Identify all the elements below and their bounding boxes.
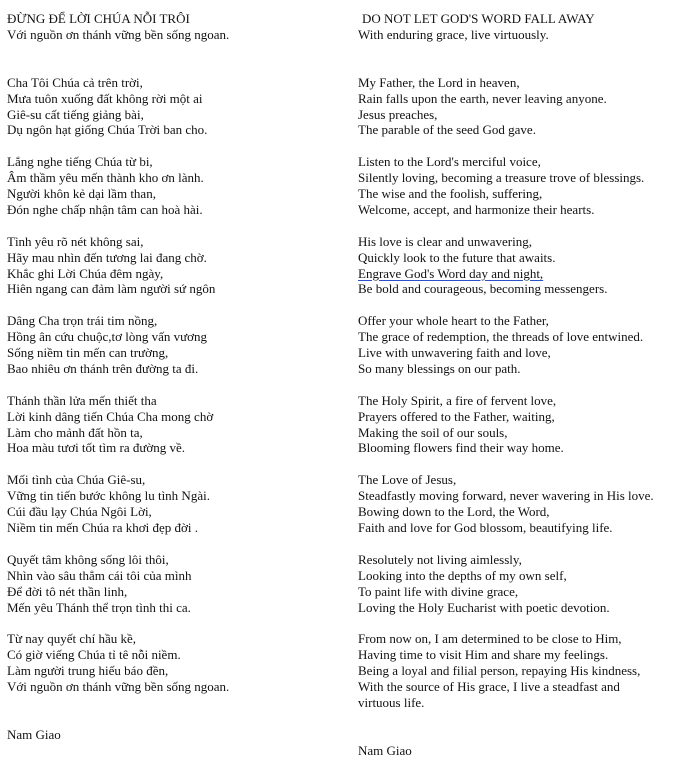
poem-subtitle-english: With enduring grace, live virtuously.	[358, 27, 549, 42]
verse-line: Lắng nghe tiếng Chúa từ bi,	[7, 154, 153, 170]
stanza-en-3	[358, 234, 676, 298]
verse-line: Bao nhiêu ơn thánh trên đường ta đi.	[7, 360, 199, 376]
verse-line: Live with unwavering faith and love,	[358, 345, 551, 361]
verse-line: The wise and the foolish, suffering,	[358, 186, 543, 202]
verse-line: Dâng Cha trọn trái tim nồng,	[7, 313, 158, 329]
verse-line: Be bold and courageous, becoming messengers.	[358, 281, 608, 297]
verse-line: To paint life with divine grace,	[358, 583, 519, 599]
verse-line: The grace of redemption, the threads of love entwined.	[358, 329, 644, 345]
verse-line: Hoa màu tươi tốt tìm ra đường về.	[7, 440, 186, 456]
verse-line: Loving the Holy Eucharist with poetic devotion.	[358, 599, 610, 615]
verse-line: Steadfastly moving forward, never wavering in His love.	[358, 488, 654, 504]
verse-line: Khắc ghi Lời Chúa đêm ngày,	[7, 265, 164, 281]
stanza-vi-3	[7, 234, 337, 298]
verse-line: Resolutely not living aimlessly,	[358, 551, 522, 567]
english-poem	[358, 0, 676, 759]
stanza-en-6	[358, 472, 676, 536]
verse-line: Hãy mau nhìn đến tương lai đang chờ.	[7, 249, 207, 265]
verse-line: Prayers offered to the Father, waiting,	[358, 408, 555, 424]
verse-line: Being a loyal and filial person, repaying His kindness,	[358, 663, 641, 679]
verse-line: Làm người trung hiếu báo đền,	[7, 663, 169, 679]
verse-line: Faith and love for God blossom, beautifying life.	[358, 520, 613, 535]
verse-line: Listen to the Lord's merciful voice,	[358, 154, 541, 170]
poem-title-vietnamese: ĐỪNG ĐỂ LỜI CHÚA NỖI TRÔI	[7, 11, 190, 26]
verse-line: Quyết tâm không sống lôi thôi,	[7, 551, 169, 567]
verse-line: Making the soil of our souls,	[358, 424, 508, 440]
stanza-en-8	[358, 631, 676, 711]
verse-line: Âm thầm yêu mến thành kho ơn lành.	[7, 170, 204, 186]
verse-line: With the source of His grace, I live a steadfast and	[358, 679, 620, 695]
verse-line: Dụ ngôn hạt giống Chúa Trời ban cho.	[7, 122, 208, 138]
verse-line: The parable of the seed God gave.	[358, 122, 536, 138]
verse-line: virtuous life.	[358, 694, 425, 710]
verse-line: Mến yêu Thánh thể trọn tình thi ca.	[7, 599, 191, 615]
verse-line: Có giờ viếng Chúa tỉ tê nỗi niềm.	[7, 647, 181, 663]
poem-subtitle-vietnamese: Với nguồn ơn thánh vững bền sống ngoan.	[7, 27, 230, 42]
verse-line: Sống niềm tin mến can trường,	[7, 345, 169, 361]
stanza-vi-7	[7, 552, 337, 616]
poem-title-english: DO NOT LET GOD'S WORD FALL AWAY	[362, 11, 595, 26]
verse-line: Niềm tin mến Chúa ra khơi đẹp đời .	[7, 520, 199, 535]
verse-line: Vững tin tiến bước không lu tình Ngài.	[7, 488, 210, 504]
stanza-en-4	[358, 313, 676, 377]
stanza-vi-8	[7, 631, 337, 695]
stanza-en-5	[358, 393, 676, 457]
verse-line: Having time to visit Him and share my feelings.	[358, 647, 609, 663]
verse-line: Looking into the depths of my own self,	[358, 567, 567, 583]
verse-line: The Holy Spirit, a fire of fervent love,	[358, 392, 557, 408]
verse-line: My Father, the Lord in heaven,	[358, 74, 520, 90]
verse-line: Làm cho mảnh đất hồn ta,	[7, 424, 143, 440]
stanza-en-7	[358, 552, 676, 616]
verse-line: Người khôn kẻ dại lầm than,	[7, 186, 156, 202]
verse-line: Jesus preaches,	[358, 106, 438, 122]
verse-line: Giê-su cất tiếng giảng bài,	[7, 106, 144, 122]
stanza-vi-6	[7, 472, 337, 536]
verse-line: Tình yêu rõ nét không sai,	[7, 233, 144, 249]
verse-line: Blooming flowers find their way home.	[358, 440, 564, 456]
verse-line: Lời kinh dâng tiến Chúa Cha mong chờ	[7, 408, 214, 424]
verse-line: Bowing down to the Lord, the Word,	[358, 504, 550, 520]
verse-line: Welcome, accept, and harmonize their hearts.	[358, 201, 595, 217]
verse-line: Thánh thần lửa mến thiết tha	[7, 392, 157, 408]
verse-line: Với nguồn ơn thánh vững bền sống ngoan.	[7, 679, 230, 695]
author-name: Nam Giao	[7, 726, 61, 742]
verse-line: From now on, I am determined to be close to Him,	[358, 631, 622, 647]
verse-line: Để đời tô nét thần linh,	[7, 583, 128, 599]
verse-line: Cha Tôi Chúa cả trên trời,	[7, 74, 143, 90]
verse-line: Mưa tuôn xuống đất không rời một ai	[7, 90, 203, 106]
verse-line: Offer your whole heart to the Father,	[358, 313, 549, 329]
stanza-en-2	[358, 154, 676, 218]
verse-line: Silently loving, becoming a treasure trove of blessings.	[358, 170, 645, 186]
stanza-en-1	[358, 75, 676, 139]
verse-line: Từ nay quyết chí hầu kề,	[7, 631, 137, 647]
stanza-vi-4	[7, 313, 337, 377]
verse-line: Rain falls upon the earth, never leaving anyone.	[358, 90, 607, 106]
verse-line: So many blessings on our path.	[358, 360, 521, 376]
verse-line: The Love of Jesus,	[358, 472, 457, 488]
stanza-vi-2	[7, 154, 337, 218]
author-name: Nam Giao	[358, 742, 412, 758]
stanza-vi-5	[7, 393, 337, 457]
verse-line: Hồng ân cứu chuộc,tơ lòng vấn vương	[7, 329, 208, 345]
verse-line: Cúi đầu lạy Chúa Ngôi Lời,	[7, 504, 152, 520]
verse-line: Nhìn vào sâu thẳm cái tôi của mình	[7, 567, 192, 583]
verse-line: Mối tình của Chúa Giê-su,	[7, 472, 146, 488]
verse-line: Hiên ngang can đảm làm người sứ ngôn	[7, 281, 216, 297]
verse-line: His love is clear and unwavering,	[358, 233, 533, 249]
stanza-vi-1	[7, 75, 337, 139]
verse-line: Đón nghe chấp nhận tâm can hoà hài.	[7, 201, 203, 217]
vietnamese-poem	[7, 0, 337, 743]
verse-line: Engrave God's Word day and night,	[358, 265, 544, 281]
verse-line: Quickly look to the future that awaits.	[358, 249, 556, 265]
